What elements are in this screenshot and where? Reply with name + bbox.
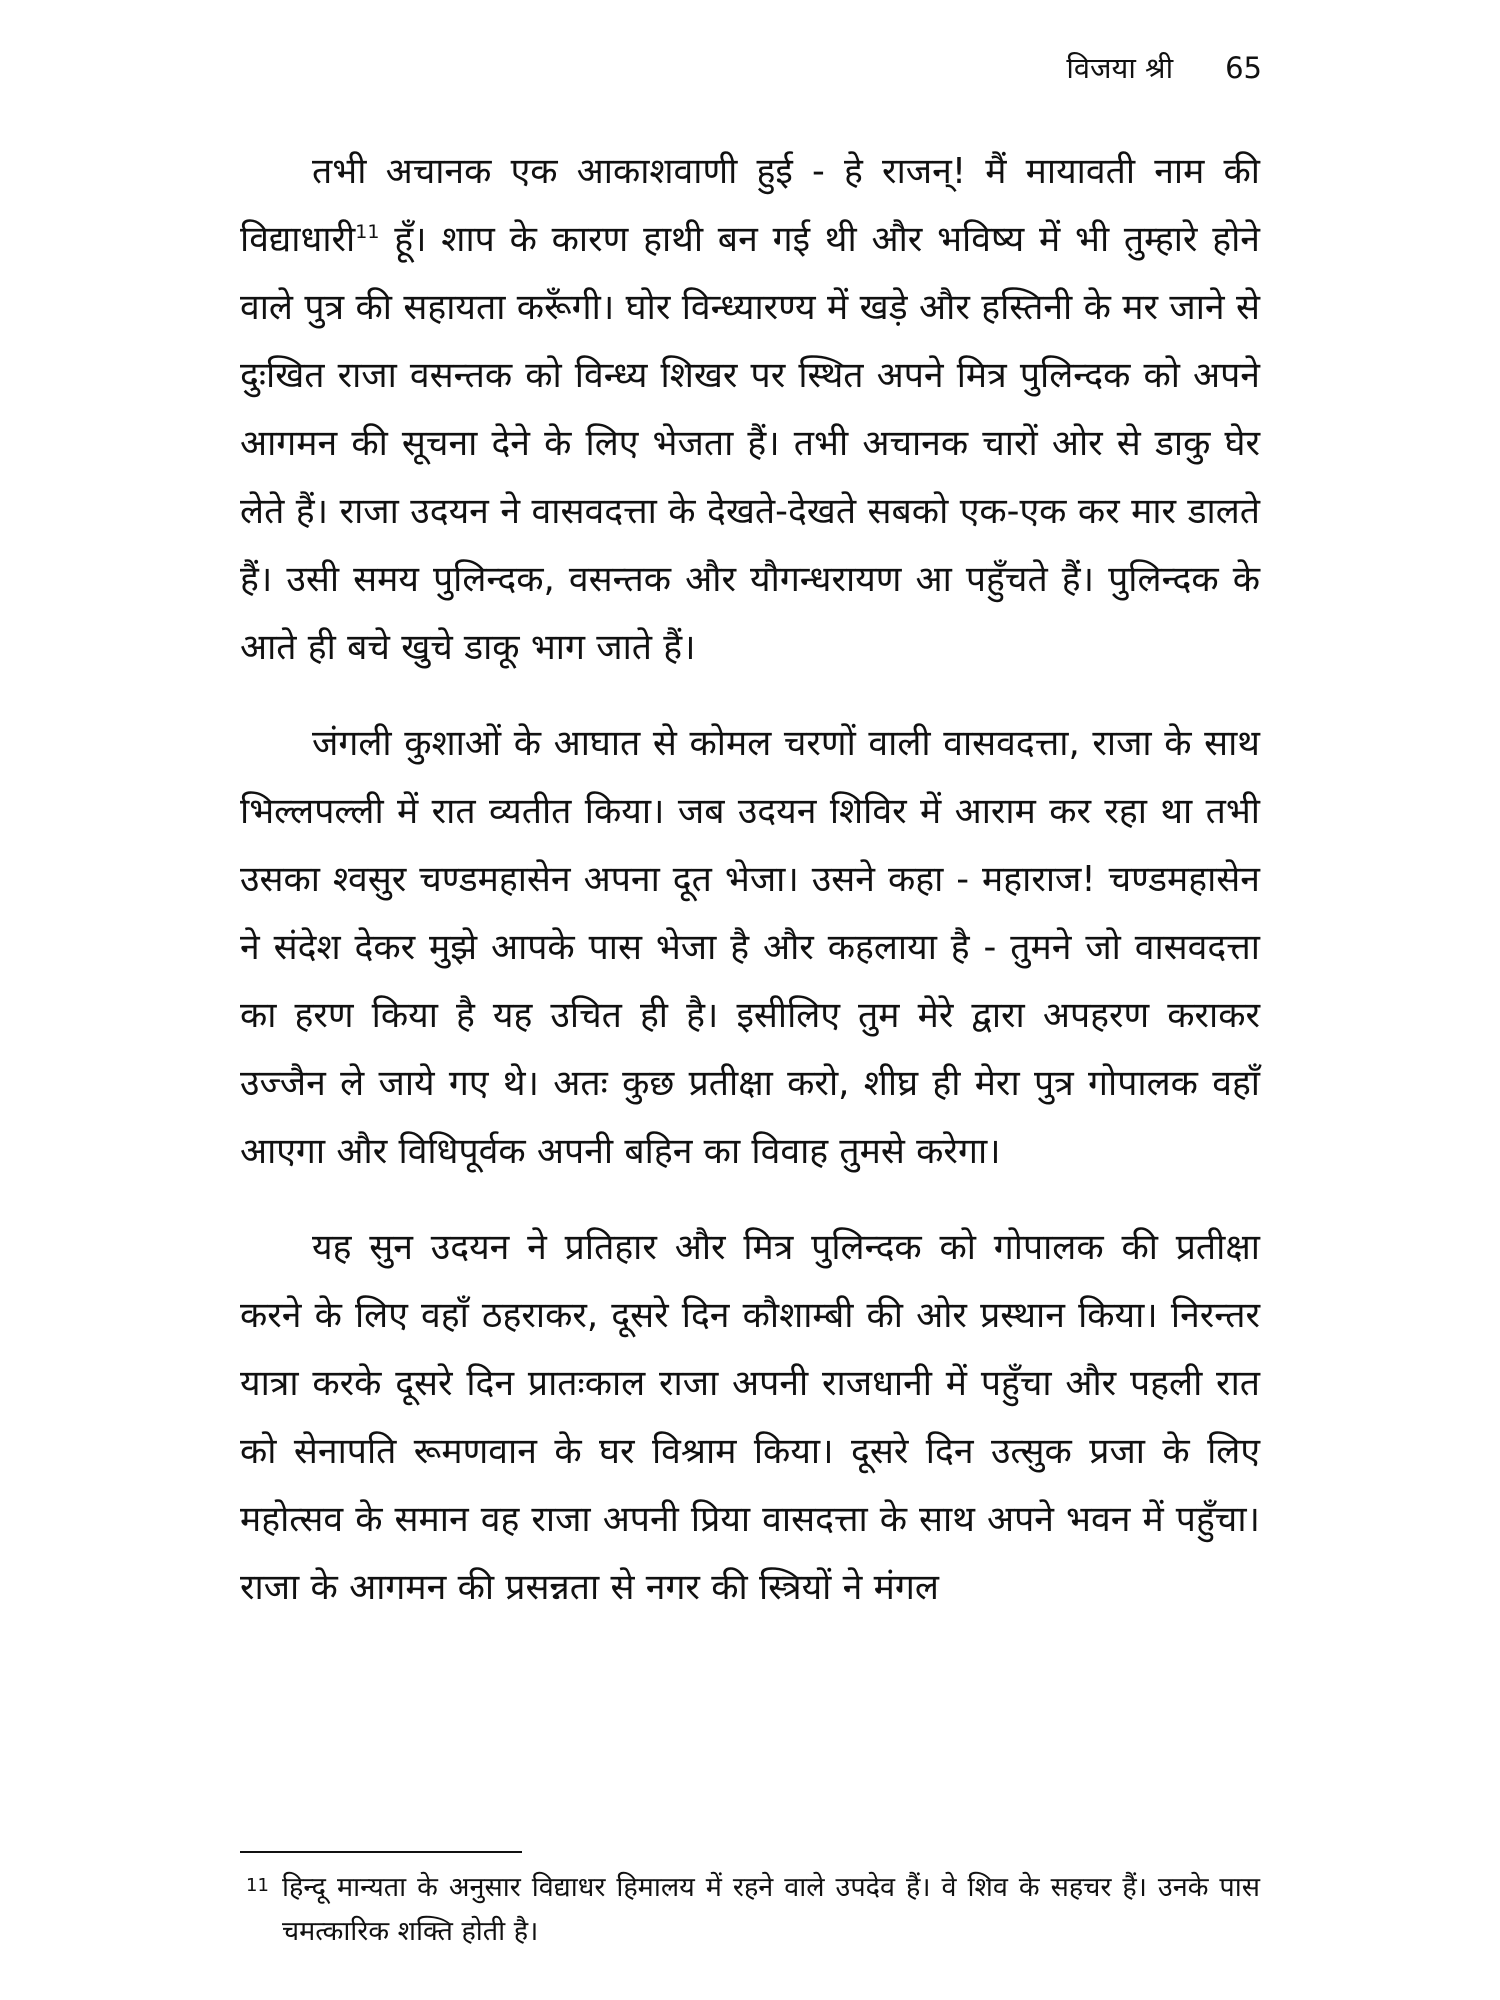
- paragraph-1-text-after-ref: हूँ। शाप के कारण हाथी बन गई थी और भविष्य में भी तुम्हारे होने वाले पुत्र की सहायता करूँगी। घोर विन्ध्यारण्य में खड़े और हस्तिनी के मर जाने से दुःखित राजा वसन्तक को विन्ध्य शिखर पर स्थित अपने मित्र पुलिन्दक को अपने आगमन की सूचना देने के लिए भेजता हैं। तभी अचानक चारों ओर से डाकु घेर लेते हैं। राजा उदयन ने वासवदत्ता के देखते-देखते सबको एक-एक कर मार डालते हैं। उसी समय पुलिन्दक, वसन्तक और यौगन्धरायण आ पहुँचते हैं। पुलिन्दक के आते ही बचे खुचे डाकू भाग जाते हैं।: [240, 219, 1260, 668]
- footnote-divider: [240, 1851, 522, 1853]
- running-header: [1066, 48, 1262, 88]
- footnote: [240, 1866, 1260, 1954]
- footnote-mark: 11: [246, 1875, 269, 1896]
- paragraph-1-text-before-ref: तभी अचानक एक आकाशवाणी हुई - हे राजन्! मैं मायावती नाम की विद्याधारी: [240, 151, 1260, 260]
- body-text: [240, 138, 1260, 1650]
- paragraph-2: जंगली कुशाओं के आघात से कोमल चरणों वाली वासवदत्ता, राजा के साथ भिल्लपल्ली में रात व्यतीत किया। जब उदयन शिविर में आराम कर रहा था तभी उसका श्वसुर चण्डमहासेन अपना दूत भेजा। उसने कहा - महाराज! चण्डमहासेन ने संदेश देकर मुझे आपके पास भेजा है और कहलाया है - तुमने जो वासवदत्ता का हरण किया है यह उचित ही है। इसीलिए तुम मेरे द्वारा अपहरण कराकर उज्जैन ले जाये गए थे। अतः कुछ प्रतीक्षा करो, शीघ्र ही मेरा पुत्र गोपालक वहाँ आएगा और विधिपूर्वक अपनी बहिन का विवाह तुमसे करेगा।: [240, 723, 1260, 1172]
- page-number: 65: [1225, 51, 1262, 85]
- paragraph-1: [240, 138, 1260, 682]
- paragraph-3: यह सुन उदयन ने प्रतिहार और मित्र पुलिन्दक को गोपालक की प्रतीक्षा करने के लिए वहाँ ठहराकर, दूसरे दिन कौशाम्बी की ओर प्रस्थान किया। निरन्तर यात्रा करके दूसरे दिन प्रातःकाल राजा अपनी राजधानी में पहुँचा और पहली रात को सेनापति रूमणवान के घर विश्राम किया। दूसरे दिन उत्सुक प्रजा के लिए महोत्सव के समान वह राजा अपनी प्रिया वासदत्ता के साथ अपने भवन में पहुँचा। राजा के आगमन की प्रसन्नता से नगर की स्त्रियों ने मंगल: [240, 1227, 1260, 1608]
- running-header-title: विजया श्री: [1066, 51, 1174, 85]
- footnote-reference: 11: [355, 221, 380, 244]
- footnote-text: हिन्दू मान्यता के अनुसार विद्याधर हिमालय में रहने वाले उपदेव हैं। वे शिव के सहचर हैं। उनके पास चमत्कारिक शक्ति होती है।: [282, 1872, 1260, 1947]
